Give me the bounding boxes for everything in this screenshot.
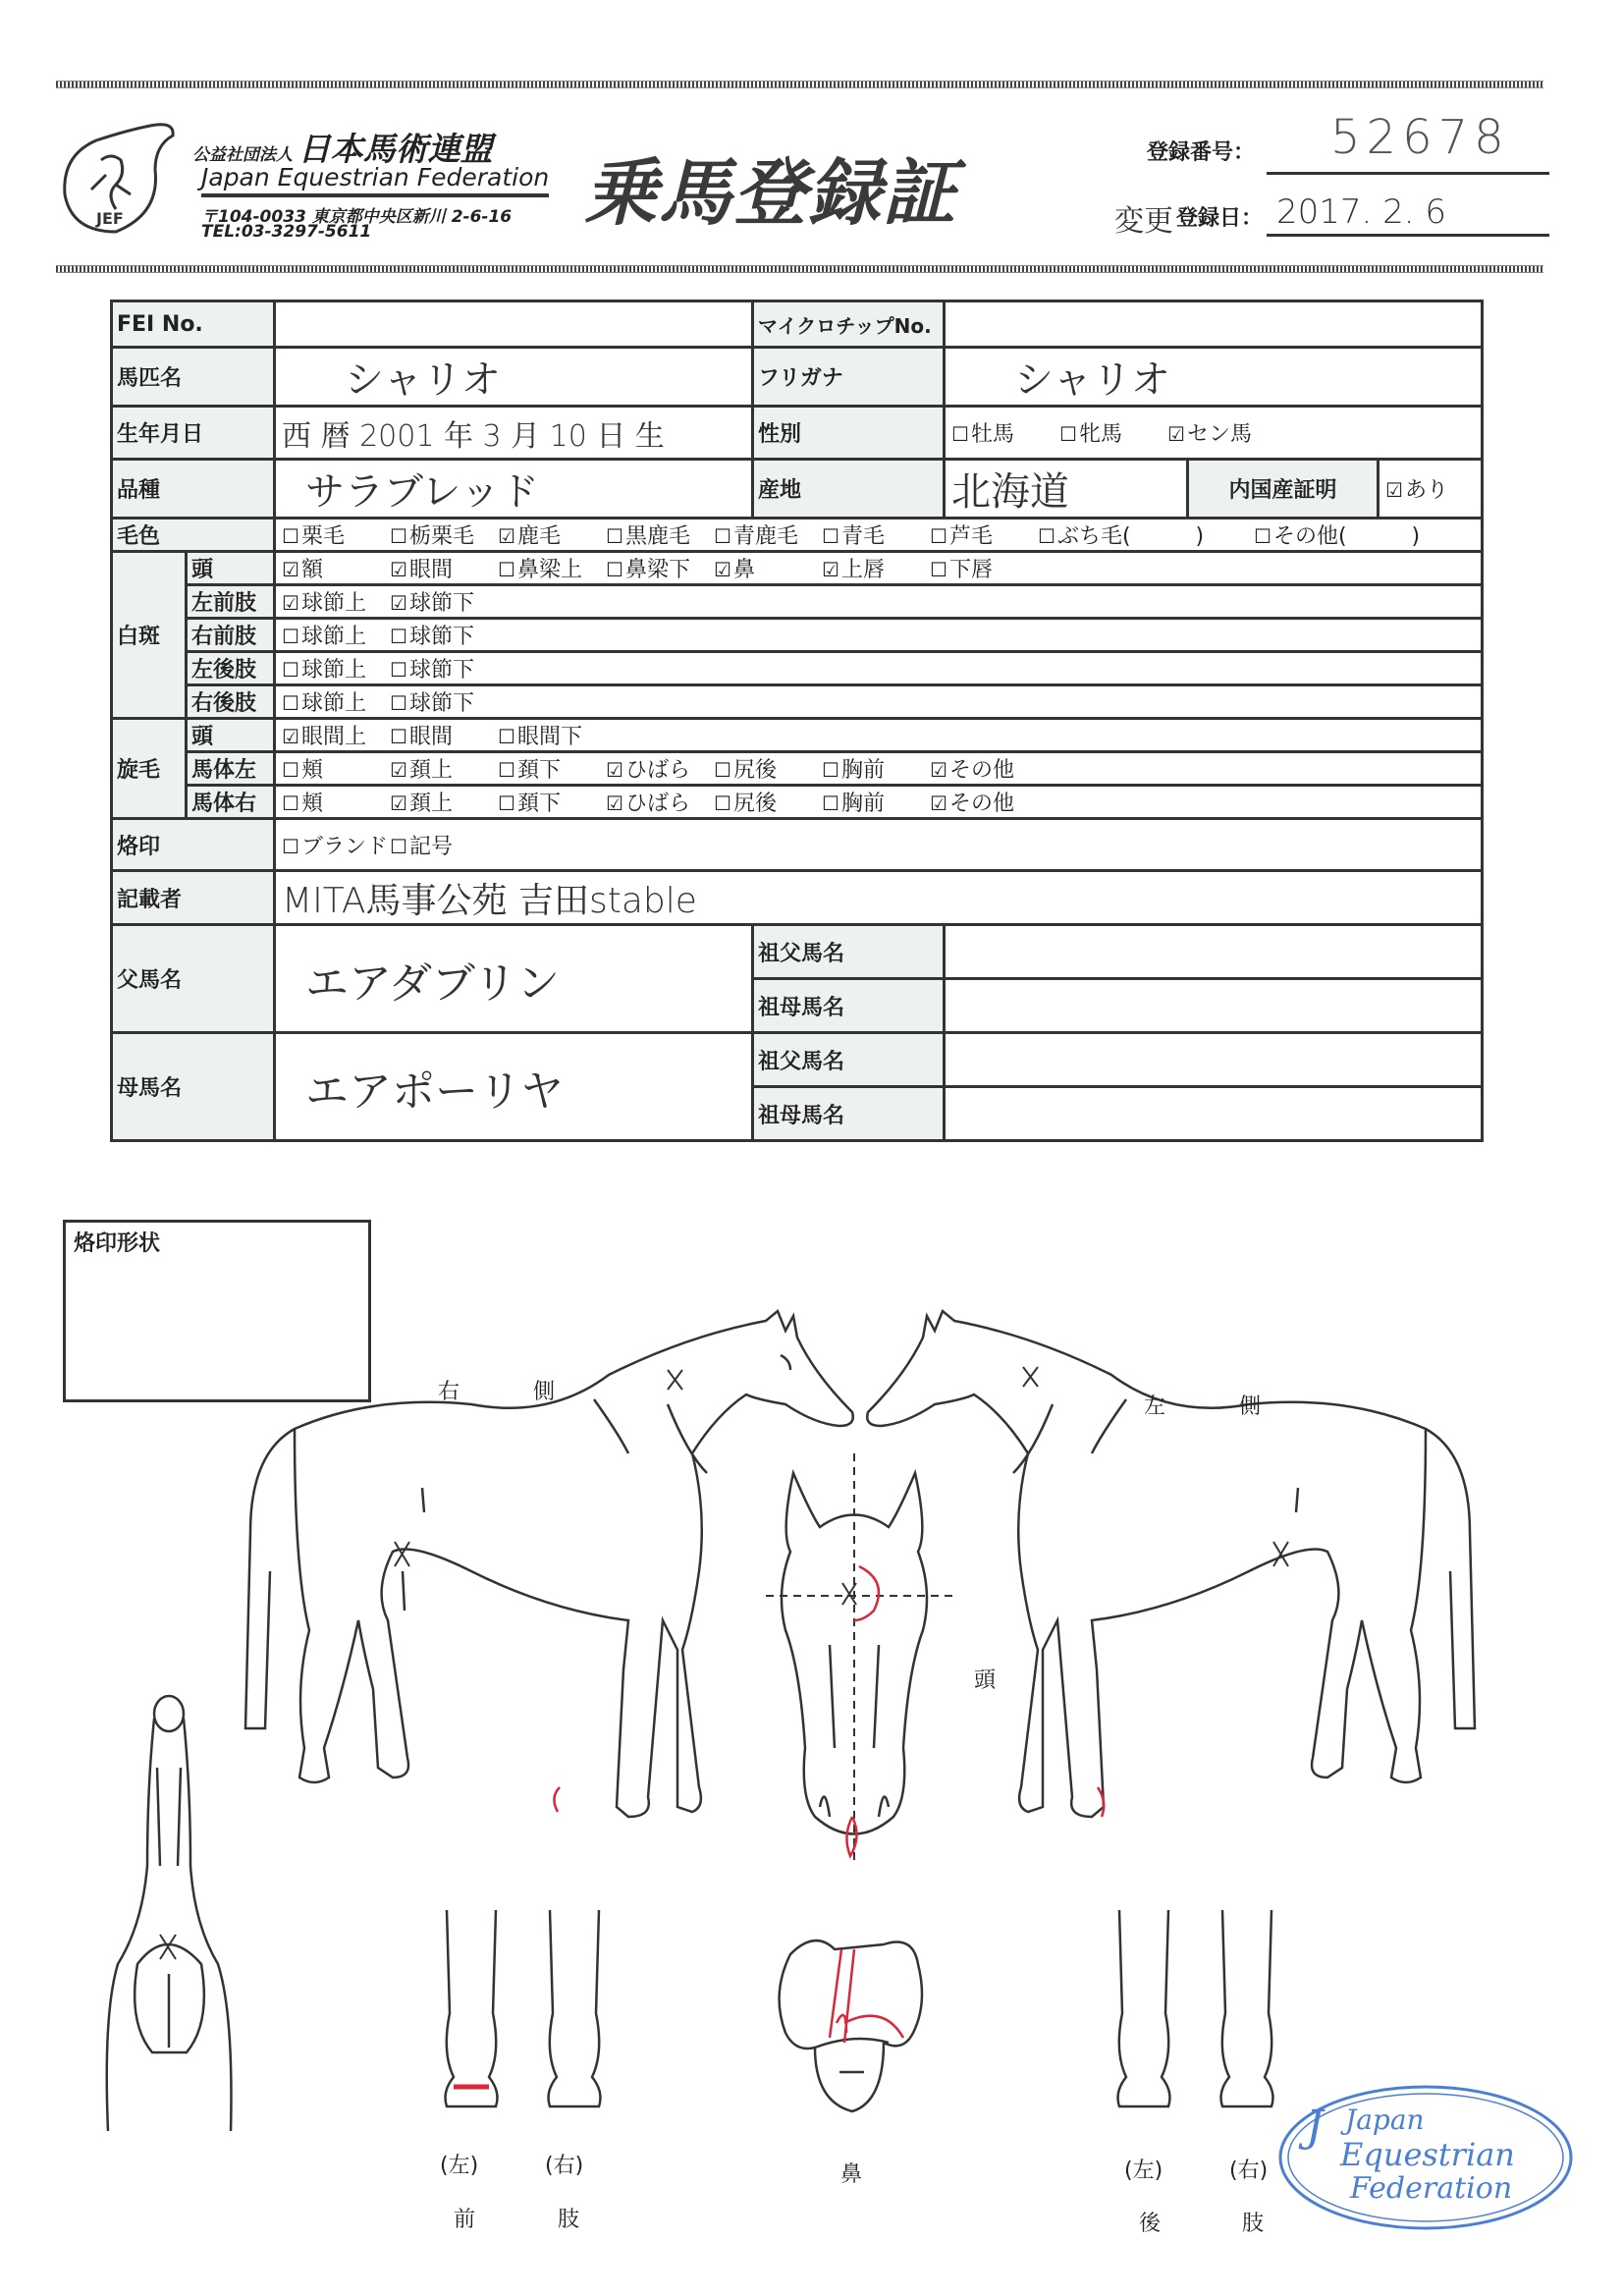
checkbox-label: 眼間 xyxy=(408,725,453,749)
checkbox-unchecked-icon[interactable]: ☐ xyxy=(390,524,407,548)
checkbox-checked-icon[interactable]: ☑ xyxy=(606,792,623,815)
checkbox-label: 球節上 xyxy=(300,658,366,683)
checkbox-label: その他( ) xyxy=(1272,524,1421,549)
checkbox-label: 頚下 xyxy=(516,758,561,783)
checkbox-label: 眼間上 xyxy=(300,725,366,749)
white-sublabel: 右前肢 xyxy=(187,619,275,652)
checkbox-unchecked-icon[interactable]: ☐ xyxy=(390,658,407,682)
brand-label: 烙印 xyxy=(112,819,275,871)
checkbox-unchecked-icon[interactable]: ☐ xyxy=(606,524,623,548)
checkbox-label: その他 xyxy=(948,758,1014,783)
top-view-drawing xyxy=(107,1696,232,2131)
nose-label: 鼻 xyxy=(840,2162,863,2187)
stamp-text-line: Federation xyxy=(1350,2171,1513,2206)
reg-date-label: 登録日： xyxy=(1176,206,1264,231)
checkbox-label: 青鹿毛 xyxy=(732,524,798,549)
checkbox-label: セン馬 xyxy=(1186,422,1252,447)
whorl-sublabel: 頭 xyxy=(187,719,275,752)
furigana-value[interactable]: シャリオ xyxy=(945,348,1483,407)
checkbox-label: 眼間下 xyxy=(516,725,582,749)
checkbox-label: 鼻梁下 xyxy=(624,558,690,582)
breed-label: 品種 xyxy=(112,460,275,519)
checkbox-unchecked-icon[interactable]: ☐ xyxy=(282,524,299,548)
checkbox-label: 頬 xyxy=(300,758,323,783)
checkbox-unchecked-icon[interactable]: ☐ xyxy=(498,792,515,815)
checkbox-checked-icon[interactable]: ☑ xyxy=(498,524,515,548)
whorl-label: 旋毛 xyxy=(112,719,187,819)
checkbox-label: 胸前 xyxy=(840,792,885,816)
checkbox-unchecked-icon[interactable]: ☐ xyxy=(1038,524,1055,548)
dam-grandsire-label: 祖父馬名 xyxy=(753,1033,945,1087)
white-sublabel: 左後肢 xyxy=(187,652,275,685)
checkbox-label: 頚上 xyxy=(408,792,453,816)
checkbox-label: 胸前 xyxy=(840,758,885,783)
org-address: 〒104-0033 東京都中央区新川 2-6-16 xyxy=(201,207,513,227)
whorl-sublabel: 馬体左 xyxy=(187,752,275,786)
checkbox-label: 青毛 xyxy=(840,524,885,549)
left-side-label-2: 側 xyxy=(1239,1394,1262,1419)
checkbox-unchecked-icon[interactable]: ☐ xyxy=(390,834,407,858)
checkbox-unchecked-icon[interactable]: ☐ xyxy=(282,792,299,815)
checkbox-label: あり xyxy=(1404,478,1448,503)
horse-left-side-drawing xyxy=(867,1311,1475,1817)
checkbox-label: 球節下 xyxy=(408,691,474,716)
hind-caption-2: 肢 xyxy=(1242,2212,1265,2236)
checkbox-checked-icon[interactable]: ☑ xyxy=(930,758,947,782)
birth-label: 生年月日 xyxy=(112,407,275,460)
stamp-text-line: Japan xyxy=(1345,2104,1425,2136)
checkbox-unchecked-icon[interactable]: ☐ xyxy=(282,625,299,648)
checkbox-label: 鼻 xyxy=(732,558,755,582)
checkbox-checked-icon[interactable]: ☑ xyxy=(282,725,299,748)
stamp-text-line: Equestrian xyxy=(1340,2136,1515,2173)
checkbox-unchecked-icon[interactable]: ☐ xyxy=(282,834,299,858)
checkbox-label: ぶち毛( ) xyxy=(1056,524,1205,549)
name-value[interactable]: シャリオ xyxy=(275,348,753,407)
recorder-label: 記載者 xyxy=(112,871,275,925)
origin-value[interactable]: 北海道 xyxy=(945,460,1188,519)
checkbox-unchecked-icon[interactable]: ☐ xyxy=(714,524,731,548)
checkbox-label: 牝馬 xyxy=(1078,422,1122,447)
dam-granddam-label: 祖母馬名 xyxy=(753,1087,945,1141)
domestic-label: 内国産証明 xyxy=(1188,460,1379,519)
checkbox-label: 頚下 xyxy=(516,792,561,816)
checkbox-label: 球節下 xyxy=(408,591,474,616)
checkbox-checked-icon[interactable]: ☑ xyxy=(930,792,947,815)
reg-no-value: 52678 xyxy=(1330,110,1510,165)
nose-drawing xyxy=(780,1941,922,2111)
dam-label: 母馬名 xyxy=(112,1033,275,1141)
org-name: 日本馬術連盟 xyxy=(298,130,493,168)
org-name-en: Japan Equestrian Federation xyxy=(201,163,549,197)
hind-right-label: (右) xyxy=(1229,2159,1269,2183)
recorder-value[interactable]: MITA馬事公苑 吉田stable xyxy=(275,871,1483,925)
white-sublabel: 左前肢 xyxy=(187,585,275,619)
checkbox-unchecked-icon[interactable]: ☐ xyxy=(390,625,407,648)
white-label: 白斑 xyxy=(112,552,187,719)
reg-no-label: 登録番号： xyxy=(1147,140,1256,165)
checkbox-label: 球節上 xyxy=(300,691,366,716)
checkbox-checked-icon[interactable]: ☑ xyxy=(822,558,839,581)
breed-value[interactable]: サラブレッド xyxy=(275,460,753,519)
checkbox-unchecked-icon[interactable]: ☐ xyxy=(282,691,299,715)
checkbox-label: 鹿毛 xyxy=(516,524,561,549)
checkbox-label: 下唇 xyxy=(948,558,993,582)
checkbox-label: 球節下 xyxy=(408,658,474,683)
checkbox-checked-icon[interactable]: ☑ xyxy=(606,758,623,782)
logo-text: JEF xyxy=(96,209,124,228)
fore-left-label: (左) xyxy=(440,2154,479,2178)
checkbox-label: 芦毛 xyxy=(948,524,993,549)
checkbox-label: 球節下 xyxy=(408,625,474,649)
birth-value[interactable]: 西 暦 2001 年 3 月 10 日 生 xyxy=(275,407,753,460)
checkbox-label: 眼間 xyxy=(408,558,453,582)
fore-caption-2: 肢 xyxy=(558,2208,580,2232)
checkbox-unchecked-icon[interactable]: ☐ xyxy=(498,725,515,748)
fore-right-label: (右) xyxy=(545,2154,584,2178)
org-tel: TEL:03-3297-5611 xyxy=(201,222,372,242)
checkbox-unchecked-icon[interactable]: ☐ xyxy=(390,691,407,715)
checkbox-unchecked-icon[interactable]: ☐ xyxy=(930,558,947,581)
fore-caption-1: 前 xyxy=(454,2208,476,2232)
org-prefix: 公益社団法人 xyxy=(192,145,293,165)
sire-granddam-label: 祖母馬名 xyxy=(753,979,945,1033)
checkbox-label: 尻後 xyxy=(732,758,777,783)
checkbox-label: ブランド xyxy=(300,834,388,859)
furigana-label: フリガナ xyxy=(753,348,945,407)
checkbox-unchecked-icon[interactable]: ☐ xyxy=(1254,524,1271,548)
checkbox-label: 頚上 xyxy=(408,758,453,783)
white-sublabel: 頭 xyxy=(187,552,275,585)
legs-drawing xyxy=(446,1910,1273,2106)
checkbox-label: 黒鹿毛 xyxy=(624,524,690,549)
checkbox-checked-icon[interactable]: ☑ xyxy=(1167,422,1185,446)
right-side-label-2: 側 xyxy=(533,1380,556,1404)
head-label: 頭 xyxy=(974,1668,997,1693)
dam-value[interactable]: エアポーリヤ xyxy=(275,1033,753,1141)
checkbox-label: 上唇 xyxy=(840,558,885,582)
checkbox-label: ひばら xyxy=(624,758,690,783)
left-side-label-1: 左 xyxy=(1144,1394,1166,1419)
checkbox-unchecked-icon[interactable]: ☐ xyxy=(822,792,839,815)
reg-date-value: 2017. 2. 6 xyxy=(1276,192,1447,232)
hind-caption-1: 後 xyxy=(1139,2212,1162,2236)
checkbox-label: ひばら xyxy=(624,792,690,816)
checkbox-unchecked-icon[interactable]: ☐ xyxy=(951,422,969,446)
checkbox-checked-icon[interactable]: ☑ xyxy=(714,558,731,581)
right-side-label-1: 右 xyxy=(438,1380,460,1404)
checkbox-unchecked-icon[interactable]: ☐ xyxy=(822,758,839,782)
checkbox-label: その他 xyxy=(948,792,1014,816)
checkbox-unchecked-icon[interactable]: ☐ xyxy=(282,658,299,682)
hind-left-label: (左) xyxy=(1124,2159,1163,2183)
sex-label: 性別 xyxy=(753,407,945,460)
checkbox-label: 記号 xyxy=(408,834,453,859)
checkbox-label: 鼻梁上 xyxy=(516,558,582,582)
svg-text:J: J xyxy=(1306,2102,1324,2152)
checkbox-checked-icon[interactable]: ☑ xyxy=(282,558,299,581)
checkbox-unchecked-icon[interactable]: ☐ xyxy=(714,758,731,782)
checkbox-unchecked-icon[interactable]: ☐ xyxy=(606,558,623,581)
jef-stamp xyxy=(1280,2087,1571,2228)
white-sublabel: 右後肢 xyxy=(187,685,275,719)
fei-label: FEI No. xyxy=(112,301,275,348)
checkbox-checked-icon[interactable]: ☑ xyxy=(390,792,407,815)
head-front-drawing xyxy=(766,1453,952,1866)
checkbox-unchecked-icon[interactable]: ☐ xyxy=(1059,422,1077,446)
document-title: 乗馬登録証 xyxy=(584,151,957,236)
sire-value[interactable]: エアダブリン xyxy=(275,925,753,1033)
checkbox-unchecked-icon[interactable]: ☐ xyxy=(498,758,515,782)
change-label: 変更 xyxy=(1114,204,1173,239)
checkbox-unchecked-icon[interactable]: ☐ xyxy=(714,792,731,815)
checkbox-unchecked-icon[interactable]: ☐ xyxy=(822,524,839,548)
coat-label: 毛色 xyxy=(112,519,275,552)
checkbox-label: 頬 xyxy=(300,792,323,816)
checkbox-checked-icon[interactable]: ☑ xyxy=(390,591,407,615)
checkbox-unchecked-icon[interactable]: ☐ xyxy=(930,524,947,548)
checkbox-checked-icon[interactable]: ☑ xyxy=(390,558,407,581)
checkbox-label: 牡馬 xyxy=(970,422,1014,447)
checkbox-checked-icon[interactable]: ☑ xyxy=(1385,478,1403,502)
sire-label: 父馬名 xyxy=(112,925,275,1033)
checkbox-label: 栃栗毛 xyxy=(408,524,474,549)
name-label: 馬匹名 xyxy=(112,348,275,407)
checkbox-label: 栗毛 xyxy=(300,524,345,549)
checkbox-checked-icon[interactable]: ☑ xyxy=(282,591,299,615)
checkbox-unchecked-icon[interactable]: ☐ xyxy=(498,558,515,581)
sire-grandsire-label: 祖父馬名 xyxy=(753,925,945,979)
checkbox-unchecked-icon[interactable]: ☐ xyxy=(390,725,407,748)
checkbox-checked-icon[interactable]: ☑ xyxy=(390,758,407,782)
checkbox-label: 額 xyxy=(300,558,323,582)
whorl-sublabel: 馬体右 xyxy=(187,786,275,819)
checkbox-label: 球節上 xyxy=(300,625,366,649)
checkbox-label: 球節上 xyxy=(300,591,366,616)
microchip-label: マイクロチップNo. xyxy=(753,301,945,348)
checkbox-unchecked-icon[interactable]: ☐ xyxy=(282,758,299,782)
brand-shape-label: 烙印形状 xyxy=(74,1231,161,1256)
origin-label: 産地 xyxy=(753,460,945,519)
checkbox-label: 尻後 xyxy=(732,792,777,816)
